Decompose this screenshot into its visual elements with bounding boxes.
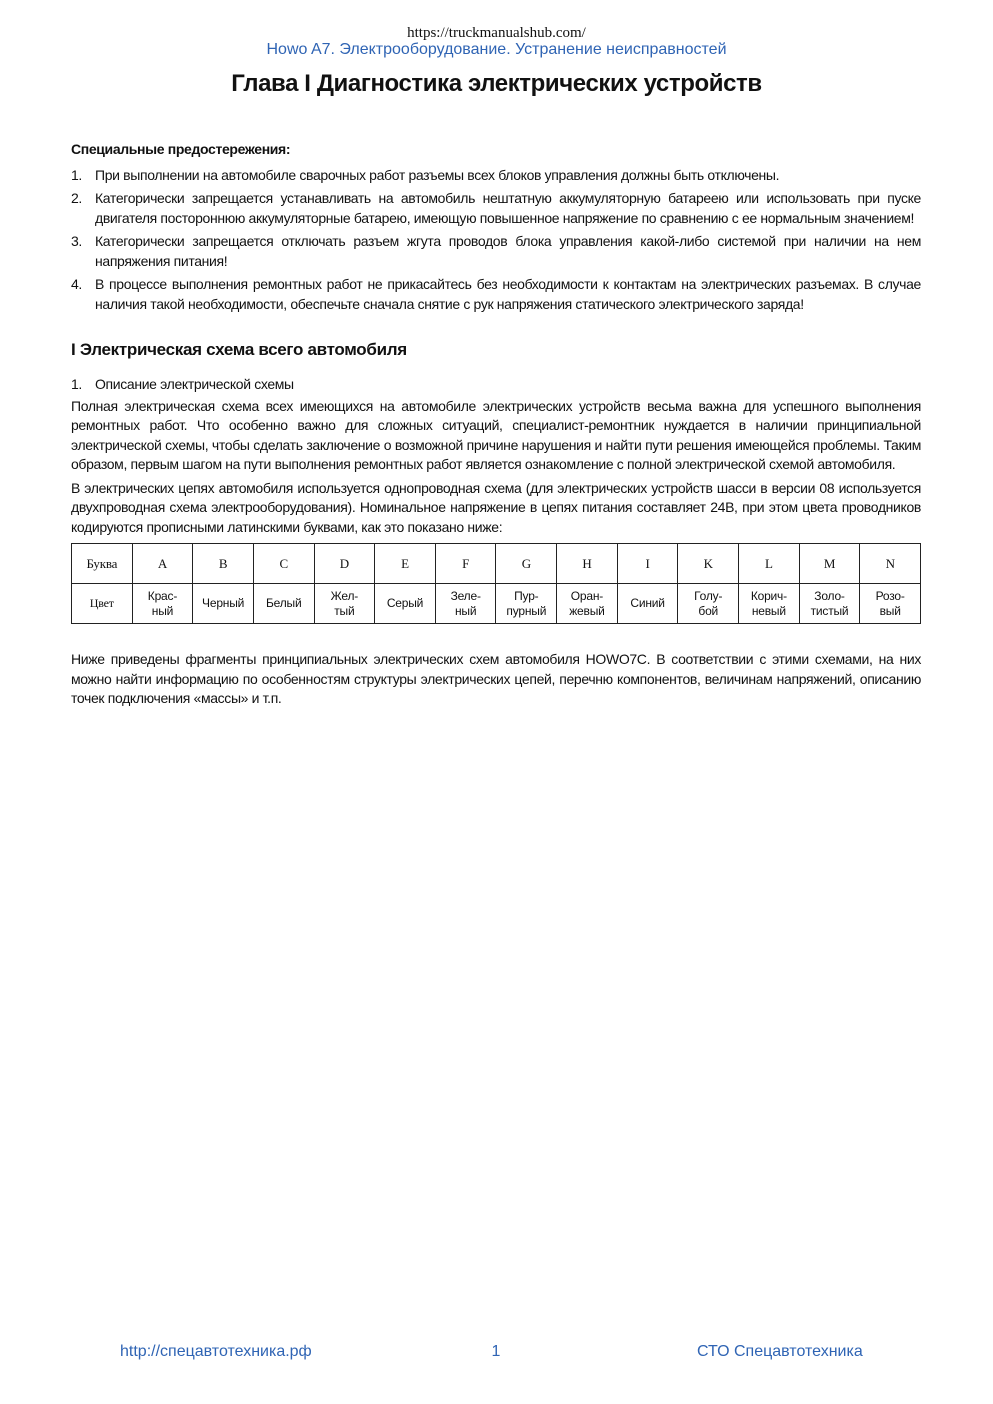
color-cell: Жел- тый bbox=[314, 584, 375, 624]
document-header: Howo A7. Электрооборудование. Устранение неисправностей bbox=[266, 41, 727, 58]
color-cell: Белый bbox=[253, 584, 314, 624]
colors-row bbox=[72, 584, 921, 624]
source-url: https://truckmanualshub.com/ bbox=[407, 25, 586, 41]
color-cell: Серый bbox=[375, 584, 436, 624]
color-cell: Корич- невый bbox=[739, 584, 800, 624]
footer-company: СТО Спецавтотехника bbox=[697, 1343, 863, 1360]
subsection-number: 1. bbox=[71, 376, 82, 392]
color-cell: Зеле- ный bbox=[435, 584, 496, 624]
letter-cell: K bbox=[678, 544, 739, 584]
color-cell: Розо- вый bbox=[860, 584, 921, 624]
page-content bbox=[71, 140, 921, 709]
warning-number: 1. bbox=[71, 166, 82, 183]
warning-number: 4. bbox=[71, 276, 82, 292]
letter-cell: E bbox=[375, 544, 436, 584]
subsection-heading bbox=[71, 375, 921, 395]
letter-cell: B bbox=[193, 544, 254, 584]
letter-cell: H bbox=[557, 544, 618, 584]
paragraph: Полная электрическая схема всех имеющихся на автомобиле электрических устройств весьма важна для успешного выполнения ремонтных работ. Что особенно важно для сложных ситуаций, специалист-ремонтник нуждается в наличии принципиальной электрической схемы, чтобы сделать заключение о возможной причине нарушения и найти пути решения имеющейся проблемы. Таким образом, первым шагом на пути выполнения ремонтных работ является ознакомление с полной электрической схемой автомобиля. bbox=[71, 397, 921, 472]
color-cell: Синий bbox=[617, 584, 678, 624]
letter-cell: N bbox=[860, 544, 921, 584]
warning-text: Категорически запрещается отключать разъем жгута проводов блока управления какой-либо системой при наличии на нем напряжения питания! bbox=[95, 233, 921, 269]
color-cell: Черный bbox=[193, 584, 254, 624]
letter-cell: F bbox=[435, 544, 496, 584]
warning-text: При выполнении на автомобиле сварочных работ разъемы всех блоков управления должны быть отключены. bbox=[95, 166, 780, 183]
color-cell: Золо- тистый bbox=[799, 584, 860, 624]
color-cell: Оран- жевый bbox=[557, 584, 618, 624]
section-title: I Электрическая схема всего автомобиля bbox=[71, 340, 407, 359]
color-cell: Крас- ный bbox=[132, 584, 193, 624]
warning-text: В процессе выполнения ремонтных работ не прикасайтесь без необходимости к контактам на электрических разъемах. В случае наличия такой необходимости, обеспечьте сначала снятие с рук напряжения статического электрического заряда! bbox=[95, 276, 921, 312]
footer-website-link[interactable]: http://спецавтотехника.рф bbox=[120, 1343, 312, 1360]
letter-cell: C bbox=[253, 544, 314, 584]
letter-cell: L bbox=[739, 544, 800, 584]
letters-row bbox=[72, 544, 921, 584]
letter-cell: A bbox=[132, 544, 193, 584]
warning-item bbox=[71, 275, 921, 314]
warning-item bbox=[71, 232, 921, 271]
row-header-letter: Буква bbox=[72, 544, 133, 584]
page-number: 1 bbox=[491, 1343, 501, 1360]
letter-cell: D bbox=[314, 544, 375, 584]
warning-text: Категорически запрещается устанавливать на автомобиль нештатную аккумуляторную батареею или использовать при пуске двигателя постороннюю аккумуляторные батарею, имеющую повышенное напряжение по сравнению с ее нормальным значением! bbox=[95, 190, 921, 226]
warning-item bbox=[71, 166, 921, 186]
subsection-title: Описание электрической схемы bbox=[95, 376, 294, 392]
color-cell: Пур- пурный bbox=[496, 584, 557, 624]
letter-cell: I bbox=[617, 544, 678, 584]
paragraph: В электрических цепях автомобиля используется однопроводная схема (для электрических устройств шасси в версии 08 используется двухпроводная схема электрооборудования). Номинальное напряжение в цепях питания составляет 24В, при этом цвета проводников кодируются прописными латинскими буквами, как это показано ниже: bbox=[71, 479, 921, 535]
chapter-title: Глава I Диагностика электрических устройств bbox=[231, 70, 762, 97]
warnings-list bbox=[71, 166, 921, 315]
paragraph: Ниже приведены фрагменты принципиальных электрических схем автомобиля HOWO7C. В соответствии с этими схемами, на них можно найти информацию по особенностям структуры электрических цепей, перечню компонентов, величинам напряжений, описанию точек подключения «массы» и т.п. bbox=[71, 651, 921, 706]
warnings-title: Специальные предостережения: bbox=[71, 141, 291, 157]
color-cell: Голу- бой bbox=[678, 584, 739, 624]
wire-color-table bbox=[71, 543, 921, 624]
letter-cell: G bbox=[496, 544, 557, 584]
warning-item bbox=[71, 189, 921, 228]
row-header-color: Цвет bbox=[72, 584, 133, 624]
warning-number: 3. bbox=[71, 233, 82, 249]
letter-cell: M bbox=[799, 544, 860, 584]
warning-number: 2. bbox=[71, 190, 82, 206]
